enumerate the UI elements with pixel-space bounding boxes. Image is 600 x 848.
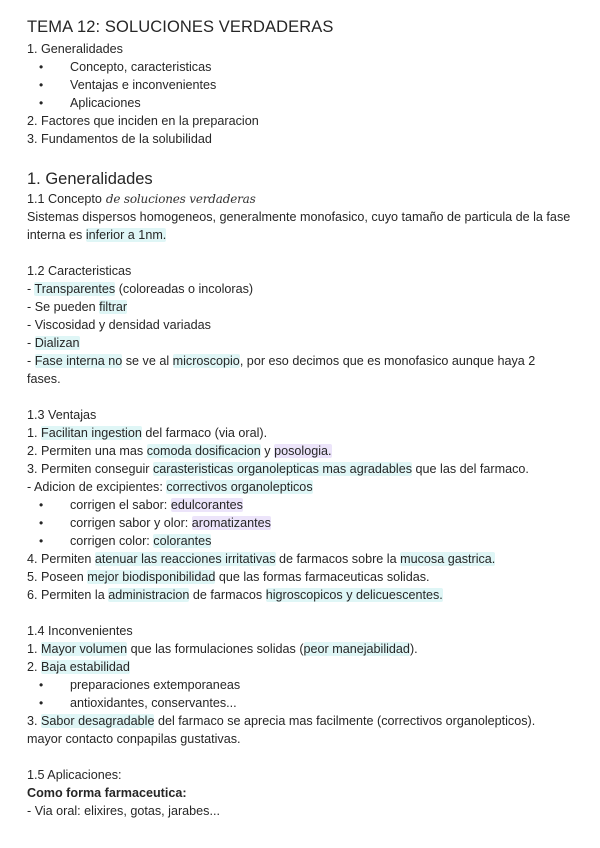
list-item: - Transparentes (coloreadas o incoloras) — [27, 282, 254, 296]
bullet-icon: • — [39, 534, 44, 548]
section-heading: 1. Generalidades — [27, 170, 153, 188]
bullet-icon: • — [39, 678, 44, 692]
paragraph: Sistemas dispersos homogeneos, generalmente monofasico, cuyo tamaño de particula de la fase interna es inferior a 1nm. — [27, 210, 571, 242]
bullet-icon: • — [39, 78, 44, 92]
list-item: 3. Sabor desagradable del farmaco se aprecia mas facilmente (correctivos organolepticos). — [27, 714, 536, 728]
list-item: - Fase interna no se ve al microscopio, por eso decimos que es monofasico aunque haya 2 — [27, 354, 536, 368]
toc-item-3: 3. Fundamentos de la solubilidad — [27, 132, 212, 146]
subsection-heading: 1.3 Ventajas — [27, 408, 97, 422]
page-title: TEMA 12: SOLUCIONES VERDADERAS — [27, 18, 334, 36]
list-item: - Viscosidad y densidad variadas — [27, 318, 211, 332]
bullet-icon: • — [39, 60, 44, 74]
list-item: 2. Permiten una mas comoda dosificacion y posologia. — [27, 444, 332, 458]
list-item: - Adicion de excipientes: correctivos organolepticos — [27, 480, 313, 494]
bullet-icon: • — [39, 516, 44, 530]
subsection-heading: 1.2 Caracteristicas — [27, 264, 132, 278]
bullet-icon: • — [39, 498, 44, 512]
subsection-heading: 1.5 Aplicaciones: — [27, 768, 122, 782]
toc-sub-item: • Ventajas e inconvenientes — [39, 78, 217, 92]
toc-sub-item: • Concepto, caracteristicas — [39, 60, 212, 74]
sub-list-item: • corrigen sabor y olor: aromatizantes — [39, 516, 271, 530]
sub-list-item: • preparaciones extemporaneas — [39, 678, 241, 692]
sub-list-item: • corrigen color: colorantes — [39, 534, 212, 548]
list-item: 1. Mayor volumen que las formulaciones solidas (peor manejabilidad). — [27, 642, 418, 656]
sub-list-item: • corrigen el sabor: edulcorantes — [39, 498, 243, 512]
handwritten-note: de soluciones verdaderas — [105, 192, 256, 206]
list-item-continuation: mayor contacto conpapilas gustativas. — [27, 732, 241, 746]
list-item-continuation: fases. — [27, 372, 61, 386]
list-item: 6. Permiten la administracion de farmacos higroscopicos y delicuescentes. — [27, 588, 443, 602]
list-item: 1. Facilitan ingestion del farmaco (via oral). — [27, 426, 268, 440]
bullet-icon: • — [39, 696, 44, 710]
list-item: 2. Baja estabilidad — [27, 660, 130, 674]
document-page — [27, 16, 587, 820]
list-item: 5. Poseen mejor biodisponibilidad que las formas farmaceuticas solidas. — [27, 570, 430, 584]
toc-item-2: 2. Factores que inciden en la preparacion — [27, 114, 259, 128]
list-item: 3. Permiten conseguir carasteristicas organolepticas mas agradables que las del farmaco. — [27, 462, 529, 476]
list-item: - Via oral: elixires, gotas, jarabes... — [27, 804, 220, 818]
bullet-icon: • — [39, 96, 44, 110]
subsection-heading: 1.4 Inconvenientes — [27, 624, 133, 638]
toc-item-1: 1. Generalidades — [27, 42, 123, 56]
list-item: - Se pueden filtrar — [27, 300, 128, 314]
toc-sub-item: • Aplicaciones — [39, 96, 141, 110]
bold-subheading: Como forma farmaceutica: — [27, 786, 187, 800]
list-item: 4. Permiten atenuar las reacciones irritativas de farmacos sobre la mucosa gastrica. — [27, 552, 496, 566]
list-item: - Dializan — [27, 336, 80, 350]
sub-list-item: • antioxidantes, conservantes... — [39, 696, 237, 710]
subsection-heading: 1.1 Concepto de soluciones verdaderas — [27, 192, 256, 206]
